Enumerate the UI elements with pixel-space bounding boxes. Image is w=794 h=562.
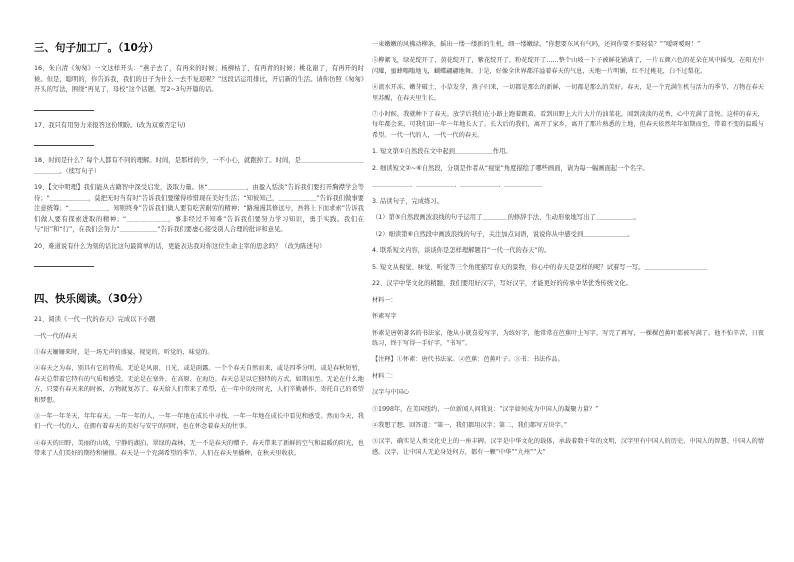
question-21: 21、阅读《一代一代的春天》完成以下小题: [34, 316, 156, 323]
reading-question-3: 3. 品读句子，完成练习。: [372, 197, 443, 205]
reading-question-2: 2. 细读短文②~⑥自然段，分别是作者从“视觉”角度描绘了哪些画面，请为每一幅画面起一个名字。: [372, 164, 649, 172]
material-2-paragraph-1: ①1998年，在美国纽约，一位新闻人问我说：“汉字如何成为中国人的凝聚力量？”: [372, 405, 599, 413]
question-18: 18、时间是什么？每个人都有不同的理解。时间，是那样的少，一不小心，就跑掉了。时间，是＿＿＿＿＿＿＿＿＿＿＿＿＿＿。（续写句子）: [34, 157, 364, 175]
reading-question-1: 1. 短文第①自然段在文中起到＿＿＿＿＿＿作用。: [372, 148, 512, 156]
story-paragraph-4: ④春天的田野，美丽的山坡，宁静的湖泊，翠绿的森林，无一不是春天的赠予。春天带来了新鲜的空气和温暖的阳光，也带来了人们美好的期待和憧憬。春天是一个充满希望的季节，人们在春天里播种，在秋天里收获。: [34, 439, 364, 458]
question-22: 22、汉字中华文化的精髓，我们要用好汉字，写好汉字，才能更好的传承中华优秀传统文化。: [372, 280, 632, 288]
question-16: 16、朱自清《匆匆》一文这样开头：“燕子去了，有再来的时候；杨柳枯了，有再青的时候；桃花谢了，有再开的时候。但是，聪明的，你告诉我，我们的日子为什么一去不复返呢？”这段话运用排比，开启新的生活。请你仿照《匆匆》开头的写法，围绕“再见了，母校”这个话题，写2~3句开篇的话。: [34, 65, 364, 93]
answer-line-16: [34, 102, 94, 111]
reading-question-2-blanks: ＿＿＿＿＿＿、＿＿＿＿＿＿、＿＿＿＿＿＿、＿＿＿＿＿＿: [372, 181, 543, 189]
section3-title: 三、句子加工厂。（10分）: [34, 42, 159, 54]
reading-question-4: 4. 联系短文内容，谈谈你是怎样理解题目“一代一代的春天”的。: [372, 247, 551, 255]
story-paragraph-r4: ⑦小时候，我就种下了春天。放学后我们在小路上跑着跳着，看到田野上大片大片的油菜花，闻到淡淡的花香，心中充满了喜悦。这样的春天，每年都会来，可我们却一年一年地长大了。长大后的我们，离开了家乡，离开了那片熟悉的土地，但春天依然年年如期而至，带着不变的温暖与希望。一代一代的人，一代一代的春天。: [372, 111, 764, 139]
question-20: 20、难道说有什么为刻的话比这句最简单的话，更能表达我对你这位生命主宰的思念吗？（改为陈述句）: [34, 242, 326, 250]
story-paragraph-r3: ⑥流水开冻，嫩芽破土，小草发芽，燕子归来，一切都是那么的新鲜，一切都是那么的美好。春天，是一个充满生机与活力的季节，万物在春天里苏醒，在春天里生长。: [372, 84, 764, 102]
section4-title: 四、快乐阅读。（30分）: [34, 293, 149, 305]
material-1-note: 【注释】①怀素：唐代书法家。②芭蕉：芭蕉叶子。③书：书法作品。: [372, 356, 564, 364]
story-paragraph-3: ③一年一年冬天，年年春天。一年一年的人，一年一年地在成长中寻找，一年一年地在成长中看见和感受。然而今天，我们一代一代的人，在拥有着春天的美好与安宁的同时，也在怀念着春天的往事。: [34, 412, 364, 431]
material-1-body: 怀素是唐朝著名的书法家，他从小就喜爱写字，为练好字，他常常在芭蕉叶上写字，写完了再写，一棵棵芭蕉叶都被写满了。他不怕辛苦，日夜练习，终于写得一手好字，“书写”。: [372, 329, 764, 347]
material-2-paragraph-2: ②我想了想，回答道：“第一，我们都用汉字；第二，我们都写方块字。”: [372, 422, 568, 429]
question-19: 19、【文中明理】我们能从古籍智中深受启发，汲取力量。休“＿＿＿＿＿＿，由盈入恬淡”告诉我们要打开胸襟学会等待；“＿＿＿＿＿＿，莫把无时当有时”告诉我们要懂得珍惜现在美好生活；“知彼知己，＿＿＿＿＿＿”告诉我们做事要注意统筹；“＿＿＿＿＿＿，知则终身”告诉我们做人要有吃苦耐劳的精神；“路漫漫其修远兮，吾将上下而求索”告诉我们做人要有探索进取的精神；“＿＿＿＿＿＿，事非经过不知难”告诉我们要努力学习知识，勇于实践。我们在与“旧”和“行”，在我们会努力“＿＿＿＿＿＿”告诉我们要虚心接受别人合理的批评和意见。: [34, 184, 364, 233]
story-paragraph-1: ①春天姍姍来时，是一场无声的盛宴，视觉的，听觉的，味觉的。: [34, 348, 214, 356]
story-paragraph-2: ②春天之为春，别具有它的特质。无论是风雨、日光、或是雨露。一个个春天自然而来，或是四季分明，或是春秋短暂，春天总带着它特有的气质和感受，无论是在塞外、在高原、在海边。春天总是以它独特的方式，如期而至。无论在什么地方，只要有春天来的时候，万物就复苏了。春天给人们带来了希望，在一年中的好时光，人们辛勤耕作，寄托自己的希望和梦想。: [34, 365, 364, 404]
answer-line-20: [34, 258, 94, 267]
material-1-subtitle: 怀素写字: [372, 313, 397, 321]
story-title: 一代一代的春天: [34, 332, 78, 340]
question-17: 17、我只有用努力来报答这份期盼。(改为双重否定句): [34, 121, 186, 129]
reading-question-3a: （1）第⑤自然段画波浪线的句子运用了＿＿＿＿的修辞手法，生动形象地写出了＿＿＿＿＿＿。: [372, 214, 640, 222]
right-column: [372, 40, 764, 464]
reading-question-3b: （2）细读第⑥自然段中画波浪线的句子，关注加点词语，说说你从中感受到＿＿＿＿＿＿＿。: [372, 230, 634, 238]
story-paragraph-r2: ⑤柳絮飞，绿花绽开了，黄花绽开了，紫花绽开了，粉花绽开了……整个山坡一下子被鲜花铺满了，一片五颜六色的花朵在风中摇曳，在阳光中闪耀，蜜蜂嗡嗡地飞，蝴蝶翩翩地舞。于是，好像全世界都洋溢着春天的气息，天地一片明媚，红不过桃花，白不过梨花。: [372, 57, 764, 75]
material-2-paragraph-3: ③汉字，确实是人类文化史上的一座丰碑。汉字是中华文化的载体，承载着数千年的文明，汉字里有中国人的历史、中国人的智慧、中国人的情感。汉字，让中国人无论身处何方，都有一颗“中华”“九州”“大”: [372, 438, 764, 456]
reading-question-5: 5. 短文从视觉、味觉、听觉等三个角度描写春天的景物，你心中的春天是怎样的呢？试着写一写。＿＿＿＿＿＿＿＿＿＿: [372, 263, 708, 271]
left-column: [34, 40, 364, 466]
material-1-title: 材料一：: [372, 296, 397, 304]
material-2-title: 材料二：: [372, 372, 397, 380]
answer-line-17: [34, 137, 94, 146]
material-2-subtitle: 汉字与中国心: [372, 389, 410, 397]
story-paragraph-r1: 一束嫩嫩的风拂动柳条，摇出一缕一缕新的生机，细一缕嫩绿。“你想要东风有气吗，还问你要不要轻装？”“嗳呀嗳呀！”: [372, 41, 701, 48]
